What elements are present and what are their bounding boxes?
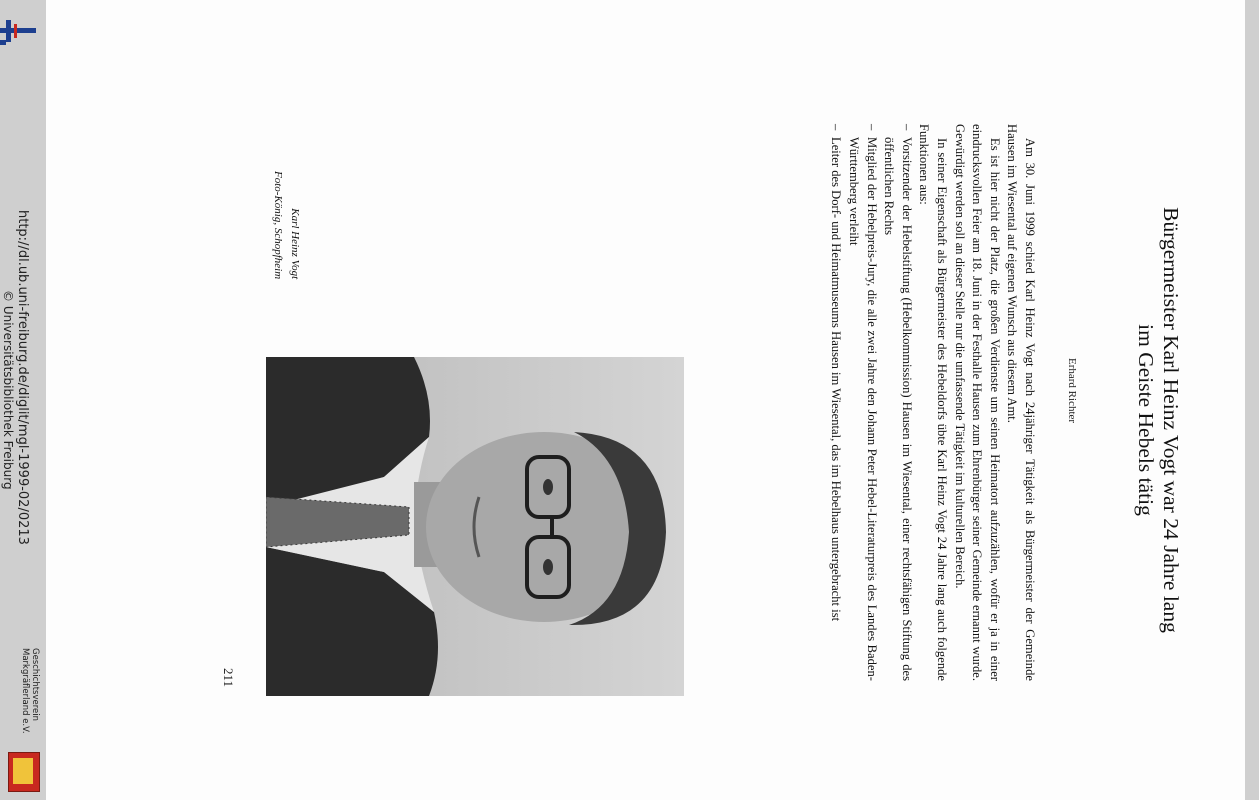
copyright-notice: © Universitätsbibliothek Freiburg <box>1 290 15 490</box>
list-item-text: Mitglied der Hebelpreis-Jury, die alle zwei Jahre den Johann Peter Hebel-Literaturpreis des Landes Baden-Württemberg verleiht <box>847 137 879 681</box>
list-dash: – <box>829 124 844 131</box>
caption-credit: Foto-König, Schopfheim <box>272 171 284 280</box>
org-name <box>20 648 40 734</box>
portrait-photo <box>266 357 684 696</box>
list-dash: – <box>864 124 879 131</box>
article-author: Erhard Richter <box>1066 358 1078 424</box>
photo-caption <box>269 171 303 279</box>
org-name-line1: Geschichtsverein <box>30 648 40 722</box>
article-title-line2: im Geiste Hebels tätig <box>1134 324 1158 516</box>
list-item <box>844 124 879 681</box>
article-title <box>1133 150 1183 690</box>
list-dash: – <box>899 124 914 131</box>
page-number: 211 <box>221 668 236 688</box>
viewer-left-strip <box>0 0 46 800</box>
viewer-footer <box>0 0 46 800</box>
portrait-illustration <box>266 357 684 696</box>
viewer-right-strip <box>1245 0 1259 800</box>
coat-of-arms-icon <box>8 752 40 792</box>
scanned-page <box>46 0 1245 800</box>
caption-name: Karl Heinz Vogt <box>289 208 301 280</box>
org-name-line2: Markgräflerland e.V. <box>20 648 30 734</box>
paragraph: Am 30. Juni 1999 schied Karl Heinz Vogt nach 24jähriger Tätigkeit als Bürgermeister der Gemeinde Hausen im Wiesental auf eigenen Wunsch aus diesem Amt. <box>1005 124 1037 681</box>
list-item-text: Vorsitzender der Hebelstiftung (Hebelkommission) Hausen im Wiesental, einer rechtsfähigen Stiftung des öffentlichen Rechts <box>882 137 914 681</box>
paragraph: In seiner Eigenschaft als Bürgermeister des Hebeldorfs übte Karl Heinz Vogt 24 Jahre lang auch folgende Funktionen aus: <box>917 124 950 681</box>
document-url[interactable]: http://dl.ub.uni-freiburg.de/diglit/mgl-1999-02/0213 <box>15 210 30 545</box>
list-item <box>880 124 915 681</box>
paragraph: Es ist hier nicht der Platz, die großen Verdienste um seinen Heimatort aufzuzählen, wofür er ja in einer eindrucksvollen Feier am 18. Juni in der Festhalle Hausen zum Ehrenbürger seiner Gemeinde ernannt wurde. Gewürdigt werden soll an dieser Stelle nur die umfassende Tätigkeit im kulturellen Bereich. <box>952 124 1002 681</box>
list-item <box>827 124 845 681</box>
rotated-page-content <box>46 0 1245 800</box>
article-title-line1: Bürgermeister Karl Heinz Vogt war 24 Jahre lang <box>1159 207 1183 633</box>
article-body <box>827 124 1038 681</box>
list-item-text: Leiter des Dorf- und Heimatmuseums Hausen im Wiesental, das im Hebelhaus untergebracht ist <box>829 137 844 622</box>
